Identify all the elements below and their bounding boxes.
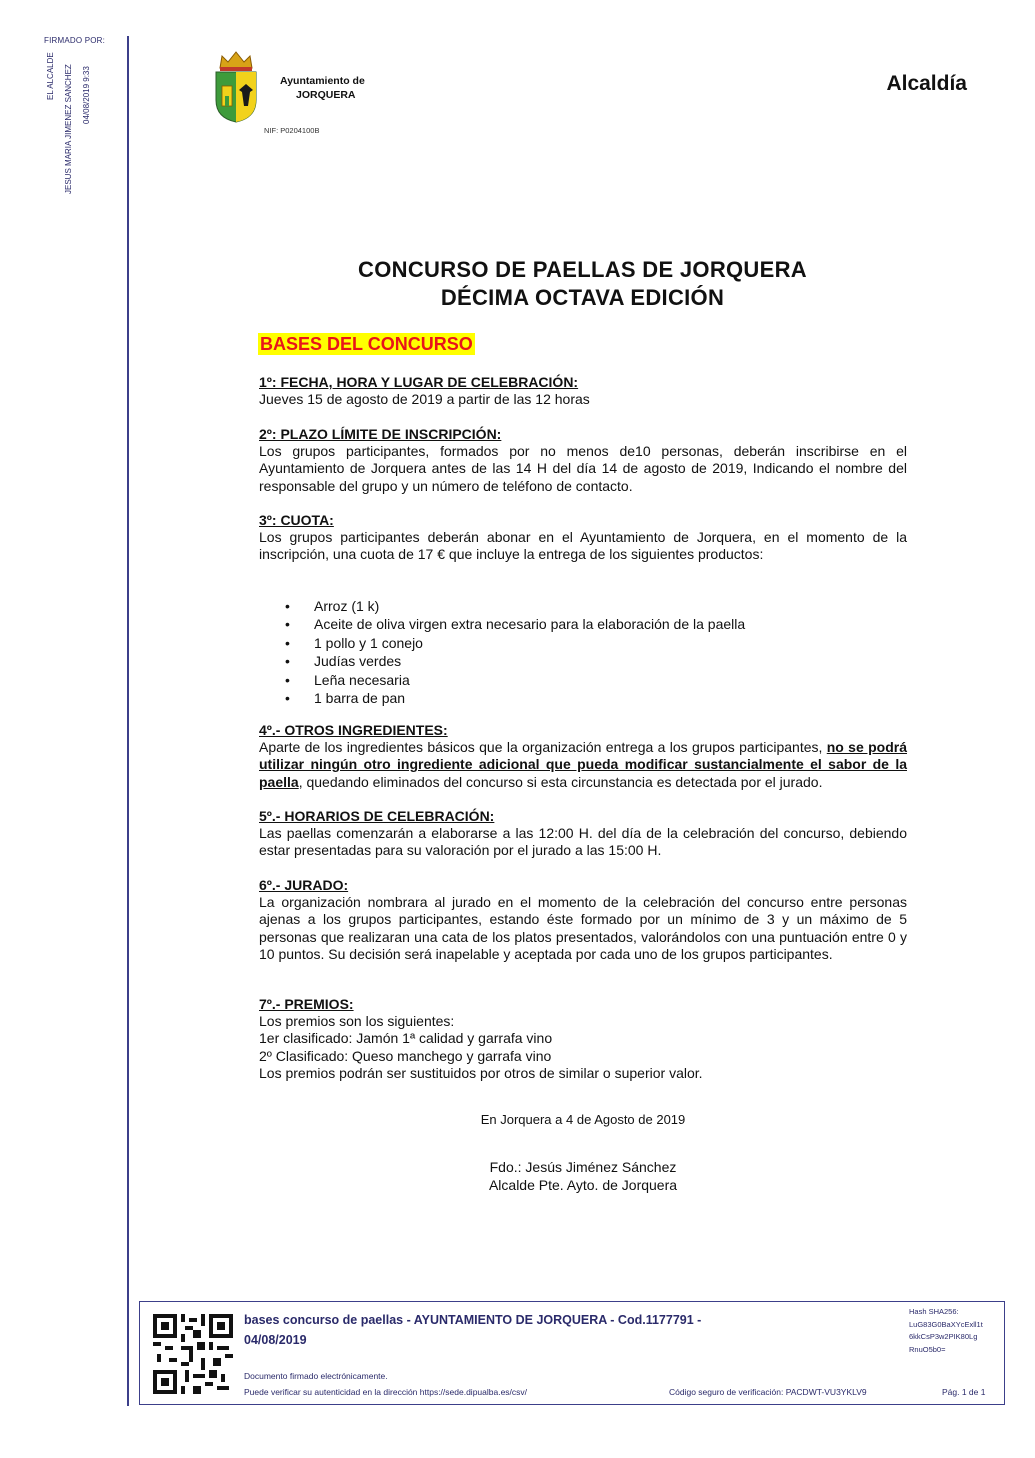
hash-block (909, 1306, 983, 1356)
document-subtitle: DÉCIMA OCTAVA EDICIÓN (440, 285, 725, 310)
section-5-heading: 5º.- HORARIOS DE CELEBRACIÓN: (259, 808, 495, 824)
csv-code: Código seguro de verificación: PACDWT-VU3YKLV9 (669, 1387, 867, 1397)
hash-line: Hash SHA256: (909, 1307, 959, 1316)
bases-heading: BASES DEL CONCURSO (260, 334, 473, 354)
signer-name: JESUS MARIA JIMENEZ SANCHEZ (64, 64, 73, 194)
list-item: • Leña necesaria (259, 671, 907, 689)
products-list (259, 597, 907, 707)
section-2-heading: 2º: PLAZO LÍMITE DE INSCRIPCIÓN: (259, 426, 502, 442)
section-4-text-b: , quedando eliminados del concurso si esta circunstancia es detectada por el jurado. (298, 773, 823, 790)
section-1-heading: 1º: FECHA, HORA Y LUGAR DE CELEBRACIÓN: (259, 374, 579, 390)
signed-note: Documento firmado electrónicamente. (244, 1371, 388, 1381)
margin-divider (127, 36, 129, 1406)
signer-role: EL ALCALDE (46, 52, 55, 100)
hash-line: RnuO5b0= (909, 1344, 946, 1354)
org-name-line1: Ayuntamiento de (280, 75, 365, 87)
hash-line: 6kkCsP3w2PIK80Lg (909, 1332, 978, 1341)
section-1 (259, 374, 907, 408)
section-4-text (259, 739, 907, 791)
coat-of-arms-icon (212, 50, 260, 124)
hash-line: LuG83G0BaXYcExll1t (909, 1319, 983, 1329)
section-5 (259, 808, 907, 860)
prize-line: 1er clasificado: Jamón 1ª calidad y garrafa vino (259, 1030, 553, 1047)
section-4-heading: 4º.- OTROS INGREDIENTES: (259, 722, 448, 738)
verify-note[interactable]: Puede verificar su autenticidad en la dirección https://sede.dipualba.es/csv/ (244, 1387, 528, 1397)
signature-date: 04/08/2019 9:33 (82, 66, 91, 124)
section-label: Alcaldía (886, 72, 967, 95)
section-2 (259, 426, 907, 495)
section-7-heading: 7º.- PREMIOS: (259, 996, 354, 1012)
org-name-line2: JORQUERA (296, 89, 356, 101)
section-7 (259, 996, 907, 1082)
section-3-text: Los grupos participantes deberán abonar en el Ayuntamiento de Jorquera, en el momento de la inscripción, una cuota de 17 € que incluye la entrega de los siguientes productos: (259, 529, 907, 563)
place-date: En Jorquera a 4 de Agosto de 2019 (480, 1112, 686, 1127)
section-2-text: Los grupos participantes, formados por no menos de10 personas, deberán inscribirse en el Ayuntamiento de Jorquera antes de las 14 H del día 14 de agosto de 2019, Indicando el nombre del responsable del grupo y un número de teléfono de contacto. (259, 443, 907, 494)
footer-title-line2: 04/08/2019 (244, 1333, 307, 1347)
list-item: • Judías verdes (259, 652, 907, 670)
prize-line: Los premios podrán ser sustituidos por otros de similar o superior valor. (259, 1064, 703, 1081)
signature-line-2: Alcalde Pte. Ayto. de Jorquera (488, 1177, 678, 1193)
firmado-por-label: FIRMADO POR: (44, 36, 106, 45)
section-3 (259, 512, 907, 564)
list-item: • Arroz (1 k) (259, 597, 907, 615)
footer-title-line1: bases concurso de paellas - AYUNTAMIENTO DE JORQUERA - Cod.1177791 - (244, 1313, 702, 1327)
section-6-text: La organización nombrara al jurado en el momento de la celebración del concurso entre personas ajenas a los grupos participantes, estando éste formado por un mínimo de 3 y un máximo de 5 personas que realizaran una cata de los platos presentados, valorándolos con una puntuación entre 0 y 10 puntos. Su decisión será inapelable y aceptada por cada uno de los grupos participantes. (259, 894, 907, 962)
page-number: Pág. 1 de 1 (942, 1387, 986, 1397)
section-5-text: Las paellas comenzarán a elaborarse a las 12:00 H. del día de la celebración del concurso, debiendo estar presentadas para su valoración por el jurado a las 15:00 H. (259, 825, 907, 859)
section-4 (259, 722, 907, 791)
section-1-text: Jueves 15 de agosto de 2019 a partir de las 12 horas (259, 391, 590, 408)
prize-line: Los premios son los siguientes: (259, 1013, 455, 1030)
signature-line-1: Fdo.: Jesús Jiménez Sánchez (489, 1159, 677, 1175)
org-name (280, 74, 365, 102)
section-4-emphasis: no se podrá utilizar ningún otro ingrediente adicional que pueda modificar sustancialmente el sabor de la paella (259, 739, 907, 790)
qr-code-icon[interactable] (153, 1314, 233, 1394)
list-item: • 1 pollo y 1 conejo (259, 634, 907, 652)
section-6-heading: 6º.- JURADO: (259, 877, 349, 893)
list-item: • Aceite de oliva virgen extra necesario para la elaboración de la paella (259, 615, 907, 633)
section-4-text-a: Aparte de los ingredientes básicos que la organización entrega a los grupos participantes, (259, 739, 827, 756)
nif: NIF: P0204100B (264, 126, 320, 135)
list-item: • 1 barra de pan (259, 689, 907, 707)
footer-document-title (244, 1310, 864, 1350)
document-title: CONCURSO DE PAELLAS DE JORQUERA (358, 257, 807, 282)
section-3-heading: 3º: CUOTA: (259, 512, 334, 528)
section-6 (259, 877, 907, 963)
prize-line: 2º Clasificado: Queso manchego y garrafa vino (259, 1047, 552, 1064)
